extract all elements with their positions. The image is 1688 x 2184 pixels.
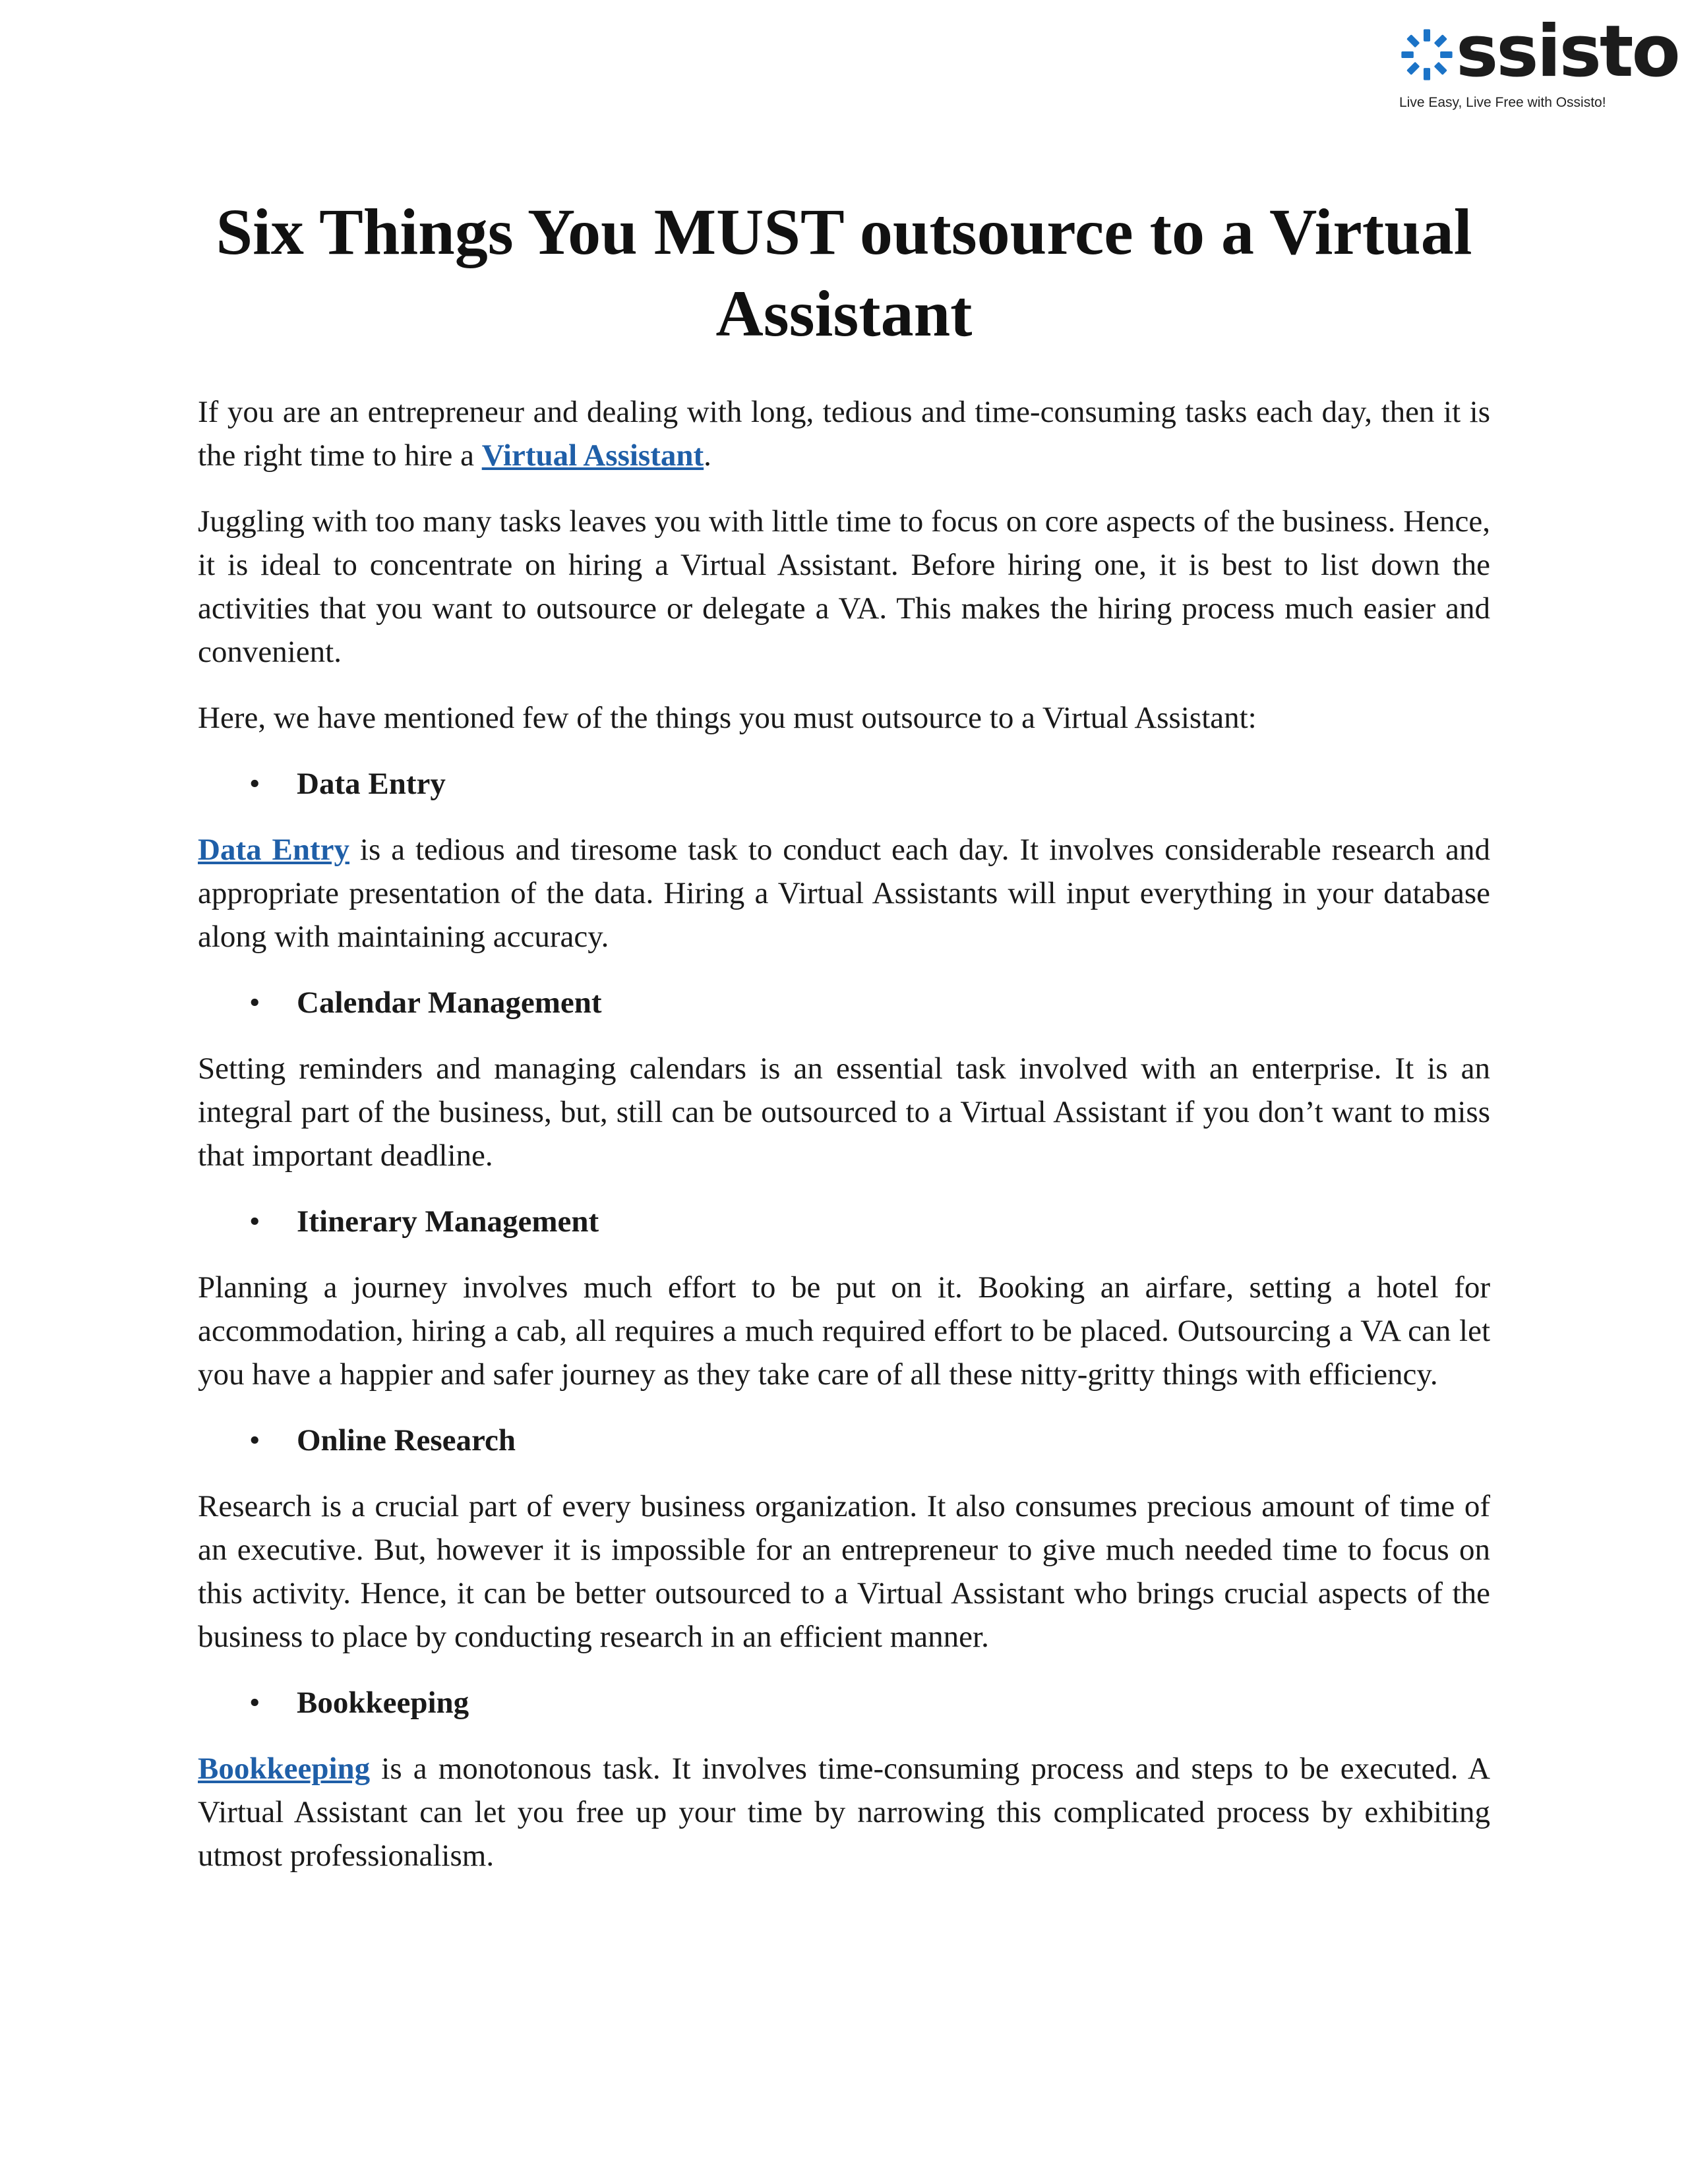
section-text-data-entry xyxy=(198,828,1490,959)
section-text-bookkeeping xyxy=(198,1747,1490,1877)
paragraph-list-intro: Here, we have mentioned few of the things you must outsource to a Virtual Assistant: xyxy=(198,701,1257,735)
section-body: is a monotonous task. It involves time-consuming process and steps to be executed. A Virtual Assistant can let you free up your time by narrowing this complicated process by exhibiting utmost professionalism. xyxy=(198,1752,1490,1873)
bullet-heading-label: Bookkeeping xyxy=(297,1686,469,1720)
bullet-icon: • xyxy=(249,1686,260,1720)
bullet-heading-calendar-management xyxy=(198,981,1490,1024)
logo-ring-icon xyxy=(1399,27,1455,82)
bullet-icon: • xyxy=(249,767,260,801)
intro-end: . xyxy=(704,438,711,473)
intro-text: If you are an entrepreneur and dealing with long, tedious and time-consuming tasks each day, then it is the right time to hire a xyxy=(198,395,1490,473)
bullet-heading-label: Itinerary Management xyxy=(297,1204,599,1239)
section-text-online-research: Research is a crucial part of every business organization. It also consumes precious amount of time of an executive. But, however it is impossible for an entrepreneur to give much needed time to focus on this activity. Hence, it can be better outsourced to a Virtual Assistant who brings crucial aspects of the business to place by conducting research in an efficient manner. xyxy=(198,1489,1490,1654)
bullet-icon: • xyxy=(249,1423,260,1458)
logo-wordmark: ssisto xyxy=(1456,11,1679,93)
section-body: is a tedious and tiresome task to conduct each day. It involves considerable research and appropriate presentation of the data. Hiring a Virtual Assistants will input everything in your database along with maintaining accuracy. xyxy=(198,833,1490,954)
paragraph-juggling: Juggling with too many tasks leaves you with little time to focus on core aspects of the business. Hence, it is ideal to concentrate on hiring a Virtual Assistant. Before hiring one, it is best to list down the activities that you want to outsource or delegate a VA. This makes the hiring process much easier and convenient. xyxy=(198,504,1490,669)
logo-row xyxy=(1399,11,1679,93)
virtual-assistant-link[interactable]: Virtual Assistant xyxy=(481,438,704,473)
section-text-itinerary-management: Planning a journey involves much effort to be put on it. Booking an airfare, setting a hotel for accommodation, hiring a cab, all requires a much required effort to be placed. Outsourcing a VA can let you have a happier and safer journey as they take care of all these nitty-gritty things with efficiency. xyxy=(198,1270,1490,1392)
bullet-heading-label: Online Research xyxy=(297,1423,516,1458)
section-text-calendar-management: Setting reminders and managing calendars is an essential task involved with an enterprise. It is an integral part of the business, but, still can be outsourced to a Virtual Assistant if you don’t want to miss that important deadline. xyxy=(198,1051,1490,1173)
document-content xyxy=(198,191,1490,1877)
document-title: Six Things You MUST outsource to a Virtual Assistant xyxy=(216,195,1472,350)
bullet-heading-bookkeeping xyxy=(198,1681,1490,1725)
bullet-heading-data-entry xyxy=(198,762,1490,806)
logo-tagline: Live Easy, Live Free with Ossisto! xyxy=(1399,95,1606,110)
bullet-icon: • xyxy=(249,986,260,1020)
data-entry-link[interactable]: Data Entry xyxy=(198,833,350,867)
bullet-heading-online-research xyxy=(198,1419,1490,1462)
bullet-icon: • xyxy=(249,1204,260,1239)
bullet-heading-itinerary-management xyxy=(198,1200,1490,1243)
bullet-heading-label: Data Entry xyxy=(297,767,446,801)
ossisto-logo[interactable] xyxy=(1399,11,1679,111)
bookkeeping-link[interactable]: Bookkeeping xyxy=(198,1752,371,1786)
intro-paragraph xyxy=(198,390,1490,477)
bullet-heading-label: Calendar Management xyxy=(297,986,602,1020)
